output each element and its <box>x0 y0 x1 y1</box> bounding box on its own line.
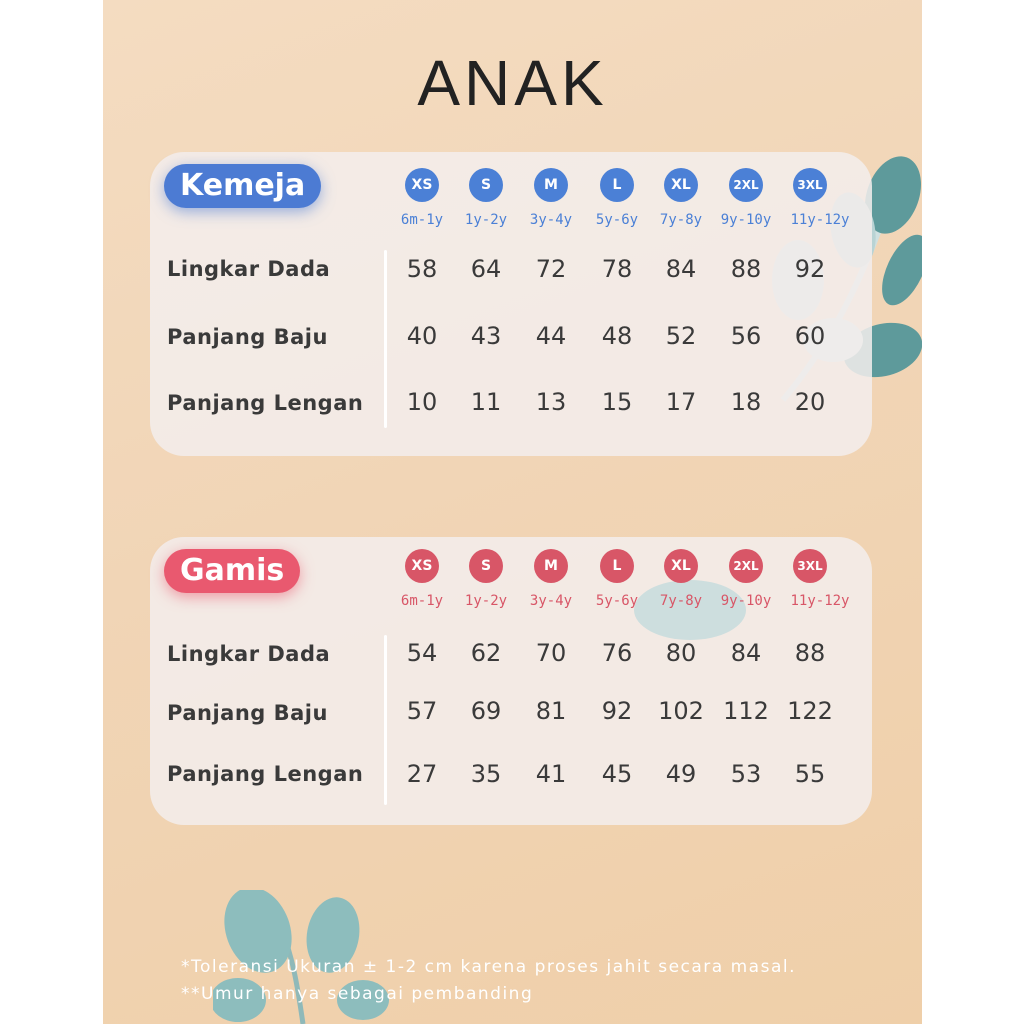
age-range-label: 6m-1y <box>400 212 444 228</box>
gamis-size-card <box>150 537 872 825</box>
size-badge-3xl: 3XL <box>793 549 827 583</box>
measurement-value: 56 <box>730 322 762 350</box>
measurement-value: 41 <box>535 760 567 788</box>
measurement-value: 76 <box>601 639 633 667</box>
age-range-label: 11y-12y <box>790 593 850 609</box>
measurement-value: 70 <box>535 639 567 667</box>
measurement-value: 45 <box>601 760 633 788</box>
measurement-value: 88 <box>730 255 762 283</box>
age-range-label: 1y-2y <box>464 212 508 228</box>
age-note: **Umur hanya sebagai pembanding <box>181 984 534 1004</box>
age-range-label: 6m-1y <box>400 593 444 609</box>
measurement-value: 92 <box>601 697 633 725</box>
measurement-value: 15 <box>601 388 633 416</box>
measurement-value: 69 <box>470 697 502 725</box>
measurement-value: 13 <box>535 388 567 416</box>
age-range-label: 3y-4y <box>529 593 573 609</box>
measurement-value: 112 <box>723 697 769 725</box>
measurement-value: 17 <box>665 388 697 416</box>
measurement-value: 81 <box>535 697 567 725</box>
measurement-value: 43 <box>470 322 502 350</box>
age-range-label: 9y-10y <box>720 212 772 228</box>
size-chart-poster <box>103 0 922 1024</box>
size-badge-xl: XL <box>664 549 698 583</box>
tolerance-note: *Toleransi Ukuran ± 1-2 cm karena proses jahit secara masal. <box>181 957 796 977</box>
measurement-value: 48 <box>601 322 633 350</box>
measurement-value: 10 <box>406 388 438 416</box>
size-badge-m: M <box>534 549 568 583</box>
measurement-value: 20 <box>794 388 826 416</box>
age-range-label: 5y-6y <box>595 212 639 228</box>
age-range-label: 7y-8y <box>659 593 703 609</box>
size-badge-2xl: 2XL <box>729 549 763 583</box>
measurement-value: 44 <box>535 322 567 350</box>
measurement-value: 18 <box>730 388 762 416</box>
age-range-label: 9y-10y <box>720 593 772 609</box>
size-badge-xs: XS <box>405 549 439 583</box>
kemeja-size-card <box>150 152 872 456</box>
size-badge-xl: XL <box>664 168 698 202</box>
row-label-panjang-lengan: Panjang Lengan <box>167 762 364 786</box>
size-badge-3xl: 3XL <box>793 168 827 202</box>
measurement-value: 35 <box>470 760 502 788</box>
measurement-value: 84 <box>730 639 762 667</box>
leaf-shadow-decoration <box>630 575 750 645</box>
measurement-value: 58 <box>406 255 438 283</box>
measurement-value: 11 <box>470 388 502 416</box>
row-label-panjang-baju: Panjang Baju <box>167 325 328 349</box>
age-range-label: 5y-6y <box>595 593 639 609</box>
kemeja-category-badge: Kemeja <box>164 164 321 208</box>
row-label-lingkar-dada: Lingkar Dada <box>167 642 331 666</box>
measurement-value: 122 <box>787 697 833 725</box>
measurement-value: 80 <box>665 639 697 667</box>
gamis-category-badge: Gamis <box>164 549 300 593</box>
page-title: ANAK <box>417 47 608 119</box>
measurement-value: 40 <box>406 322 438 350</box>
size-badge-l: L <box>600 549 634 583</box>
measurement-value: 102 <box>658 697 704 725</box>
age-range-label: 3y-4y <box>529 212 573 228</box>
row-label-panjang-baju: Panjang Baju <box>167 701 328 725</box>
age-range-label: 11y-12y <box>790 212 850 228</box>
measurement-value: 53 <box>730 760 762 788</box>
size-badge-s: S <box>469 549 503 583</box>
measurement-value: 62 <box>470 639 502 667</box>
measurement-value: 52 <box>665 322 697 350</box>
measurement-value: 72 <box>535 255 567 283</box>
age-range-label: 1y-2y <box>464 593 508 609</box>
size-badge-m: M <box>534 168 568 202</box>
measurement-value: 55 <box>794 760 826 788</box>
measurement-value: 78 <box>601 255 633 283</box>
measurement-value: 92 <box>794 255 826 283</box>
measurement-value: 88 <box>794 639 826 667</box>
measurement-value: 64 <box>470 255 502 283</box>
measurement-value: 84 <box>665 255 697 283</box>
measurement-value: 57 <box>406 697 438 725</box>
measurement-value: 60 <box>794 322 826 350</box>
size-badge-2xl: 2XL <box>729 168 763 202</box>
measurement-value: 54 <box>406 639 438 667</box>
row-label-lingkar-dada: Lingkar Dada <box>167 257 331 281</box>
size-badge-l: L <box>600 168 634 202</box>
age-range-label: 7y-8y <box>659 212 703 228</box>
size-badge-s: S <box>469 168 503 202</box>
measurement-value: 49 <box>665 760 697 788</box>
row-label-panjang-lengan: Panjang Lengan <box>167 391 364 415</box>
size-badge-xs: XS <box>405 168 439 202</box>
measurement-value: 27 <box>406 760 438 788</box>
